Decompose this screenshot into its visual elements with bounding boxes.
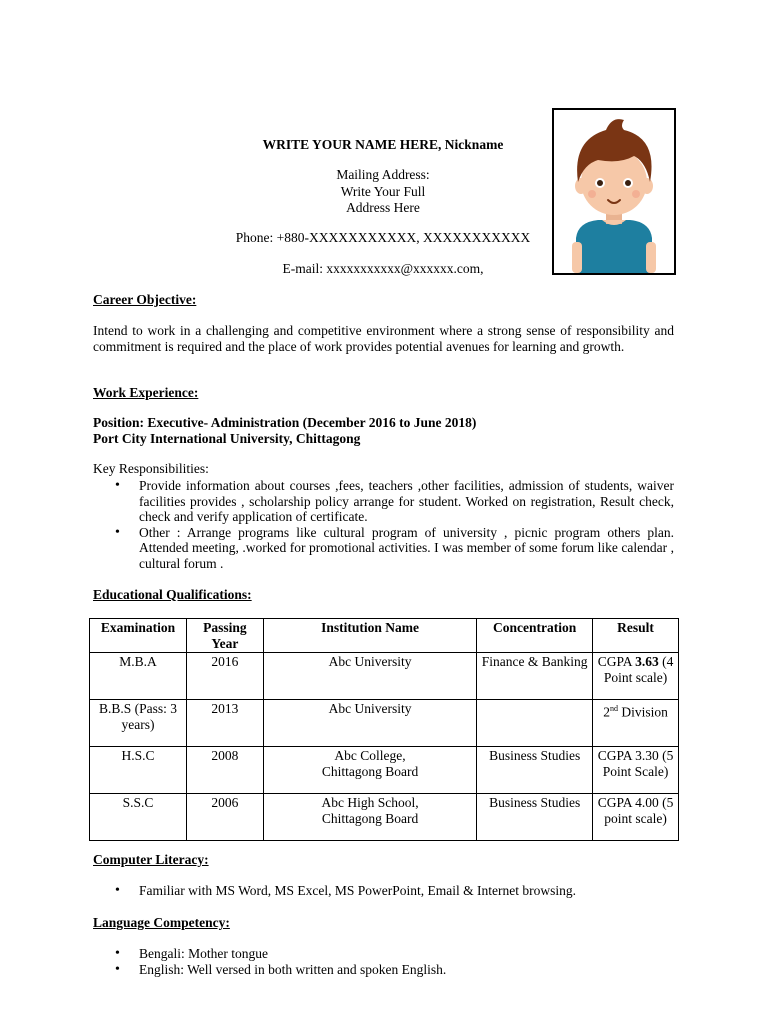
cell-exam: B.B.S (Pass: 3 years) xyxy=(90,700,187,747)
cell-institution: Abc High School, Chittagong Board xyxy=(263,794,476,841)
cell-exam: S.S.C xyxy=(90,794,187,841)
cell-year: 2013 xyxy=(186,700,263,747)
work-company: Port City International University, Chittagong xyxy=(93,431,361,446)
language-list xyxy=(93,946,674,977)
cell-concentration: Finance & Banking xyxy=(477,653,593,700)
career-objective-heading: Career Objective: xyxy=(93,292,197,307)
list-item: • Bengali: Mother tongue xyxy=(93,946,674,962)
education-heading: Educational Qualifications: xyxy=(93,587,252,602)
address-line-2: Address Here xyxy=(346,200,420,215)
col-institution: Institution Name xyxy=(263,619,476,653)
list-item: • Other : Arrange programs like cultural program of university , picnic program others plan. Attended meeting, .worked for promotional activities. I was member of some forum like calendar , cultural forum . xyxy=(93,525,674,572)
computer-literacy-list xyxy=(93,883,674,899)
cell-exam: M.B.A xyxy=(90,653,187,700)
cell-institution: Abc College, Chittagong Board xyxy=(263,747,476,794)
work-position: Position: Executive- Administration (December 2016 to June 2018) xyxy=(93,415,477,430)
email-line: E-mail: xxxxxxxxxxx@xxxxxx.com, xyxy=(282,261,484,276)
education-table xyxy=(89,618,679,841)
cell-year: 2008 xyxy=(186,747,263,794)
cell-exam: H.S.C xyxy=(90,747,187,794)
key-responsibilities-label: Key Responsibilities: xyxy=(93,461,209,476)
col-result: Result xyxy=(593,619,679,653)
cell-concentration xyxy=(477,700,593,747)
table-row xyxy=(90,794,679,841)
profile-photo xyxy=(552,108,676,275)
work-experience-heading: Work Experience: xyxy=(93,385,199,400)
list-item: • English: Well versed in both written and spoken English. xyxy=(93,962,674,978)
table-header-row xyxy=(90,619,679,653)
computer-literacy-heading: Computer Literacy: xyxy=(93,852,209,867)
career-objective-text: Intend to work in a challenging and competitive environment where a strong sense of responsibility and commitment is required and the place of work provides potential avenues for learning and growth. xyxy=(93,323,674,354)
mailing-address-label: Mailing Address: xyxy=(336,167,430,182)
cell-year: 2016 xyxy=(186,653,263,700)
mailing-address xyxy=(200,167,566,217)
list-item: • Familiar with MS Word, MS Excel, MS PowerPoint, Email & Internet browsing. xyxy=(93,883,674,899)
cell-result: 2nd Division xyxy=(593,700,679,747)
table-row xyxy=(90,700,679,747)
responsibilities-list xyxy=(93,478,674,571)
col-passing-year: Passing Year xyxy=(186,619,263,653)
avatar-illustration xyxy=(554,110,674,273)
cell-institution: Abc University xyxy=(263,653,476,700)
cell-institution: Abc University xyxy=(263,700,476,747)
col-concentration: Concentration xyxy=(477,619,593,653)
cell-year: 2006 xyxy=(186,794,263,841)
table-row xyxy=(90,747,679,794)
address-line-1: Write Your Full xyxy=(340,183,426,199)
phone-line: Phone: +880-XXXXXXXXXXX, XXXXXXXXXXX xyxy=(235,230,531,245)
cell-concentration: Business Studies xyxy=(477,747,593,794)
col-examination: Examination xyxy=(90,619,187,653)
cell-result: CGPA 3.30 (5 Point Scale) xyxy=(593,747,679,794)
cell-result: CGPA 3.63 (4 Point scale) xyxy=(593,653,679,700)
cell-result: CGPA 4.00 (5 point scale) xyxy=(593,794,679,841)
table-row xyxy=(90,653,679,700)
resume-name: WRITE YOUR NAME HERE, Nickname xyxy=(262,137,504,152)
cell-concentration: Business Studies xyxy=(477,794,593,841)
list-item: • Provide information about courses ,fees, teachers ,other facilities, admission of students, waiver facilities provides , scholarship policy arrange for student. Worked on registration, Result check, check and verify application of certificate. xyxy=(93,478,674,525)
language-competency-heading: Language Competency: xyxy=(93,915,230,930)
